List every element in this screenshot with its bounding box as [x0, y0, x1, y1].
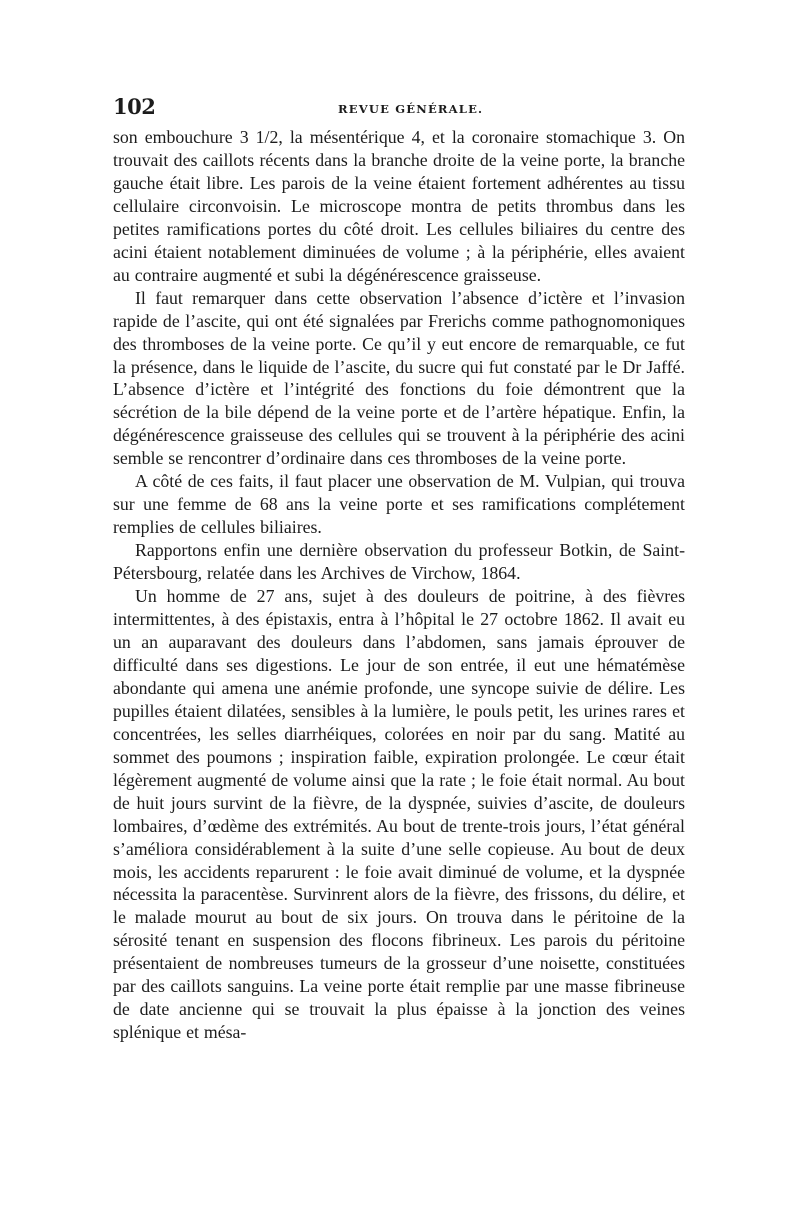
body-text [113, 126, 685, 1044]
paragraph-vulpian-observation: A côté de ces faits, il faut placer une observation de M. Vulpian, qui trouva sur une femme de 68 ans la veine porte et ses ramifications complétement remplies de cellules biliaires. [113, 471, 685, 538]
paragraph-continuation: son embouchure 3 1/2, la mésentérique 4, et la coronaire stomachique 3. On trouvait des caillots récents dans la branche droite de la veine porte, la branche gauche était libre. Les parois de la veine étaient fortement adhérentes au tissu cellulaire circonvoisin. Le microscope montra de petits thrombus dans les petites ramifications portes du côté droit. Les cellules biliaires du centre des acini étaient notablement diminuées de volume ; à la périphérie, elles avaient au contraire augmenté et subi la dégénérescence graisseuse. [113, 127, 685, 285]
running-head [113, 94, 685, 122]
running-title: REVUE GÉNÉRALE. [338, 102, 484, 116]
page-number: 102 [113, 94, 156, 119]
paragraph-botkin-intro: Rapportons enfin une dernière observation du professeur Botkin, de Saint-Pétersbourg, relatée dans les Archives de Virchow, 1864. [113, 540, 685, 584]
book-page [113, 94, 685, 1044]
paragraph-frerichs-remark: Il faut remarquer dans cette observation l’absence d’ictère et l’invasion rapide de l’ascite, qui ont été signalées par Frerichs comme pathognomoniques des thromboses de la veine porte. Ce qu’il y eut encore de remarquable, ce fut la présence, dans le liquide de l’ascite, du sucre qui fut constaté par le Dr Jaffé. L’absence d’ictère et l’intégrité des fonctions du foie démontrent que la sécrétion de la bile dépend de la veine porte et de l’artère hépatique. Enfin, la dégénérescence graisseuse des cellules qui se trouvent à la périphérie des acini semble se rencontrer d’ordinaire dans ces thromboses de la veine porte. [113, 287, 685, 469]
paragraph-case-report: Un homme de 27 ans, sujet à des douleurs de poitrine, à des fièvres intermittentes, à des épistaxis, entra à l’hôpital le 27 octobre 1862. Il avait eu un an auparavant des douleurs dans l’abdomen, sans jamais éprouver de difficulté dans ses digestions. Le jour de son entrée, il eut une hématémèse abondante qui amena une anémie profonde, une syncope suivie de délire. Les pupilles étaient dilatées, sensibles à la lumière, le pouls petit, les urines rares et concentrées, les selles diarrhéiques, colorées en noir par du sang. Matité au sommet des poumons ; inspiration faible, expiration prolongée. Le cœur était légèrement augmenté de volume ainsi que la rate ; le foie était normal. Au bout de huit jours survint de la fièvre, de la dyspnée, suivies d’ascite, de douleurs lombaires, d’œdème des extrémités. Au bout de trente-trois jours, l’état général s’améliora considérablement à la suite d’une selle copieuse. Au bout de deux mois, les accidents reparurent : le foie avait diminué de volume, et la dyspnée nécessita la paracentèse. Survinrent alors de la fièvre, des frissons, du délire, et le malade mourut au bout de six jours. On trouva dans le péritoine de la sérosité tenant en suspension des flocons fibrineux. Les parois du péritoine présentaient de nombreuses tumeurs de la grosseur d’une noisette, constituées par des caillots sanguins. La veine porte était remplie par une masse fibrineuse de date ancienne qui se trouvait la plus épaisse à la jonction des veines splénique et mésa- [113, 586, 685, 1043]
